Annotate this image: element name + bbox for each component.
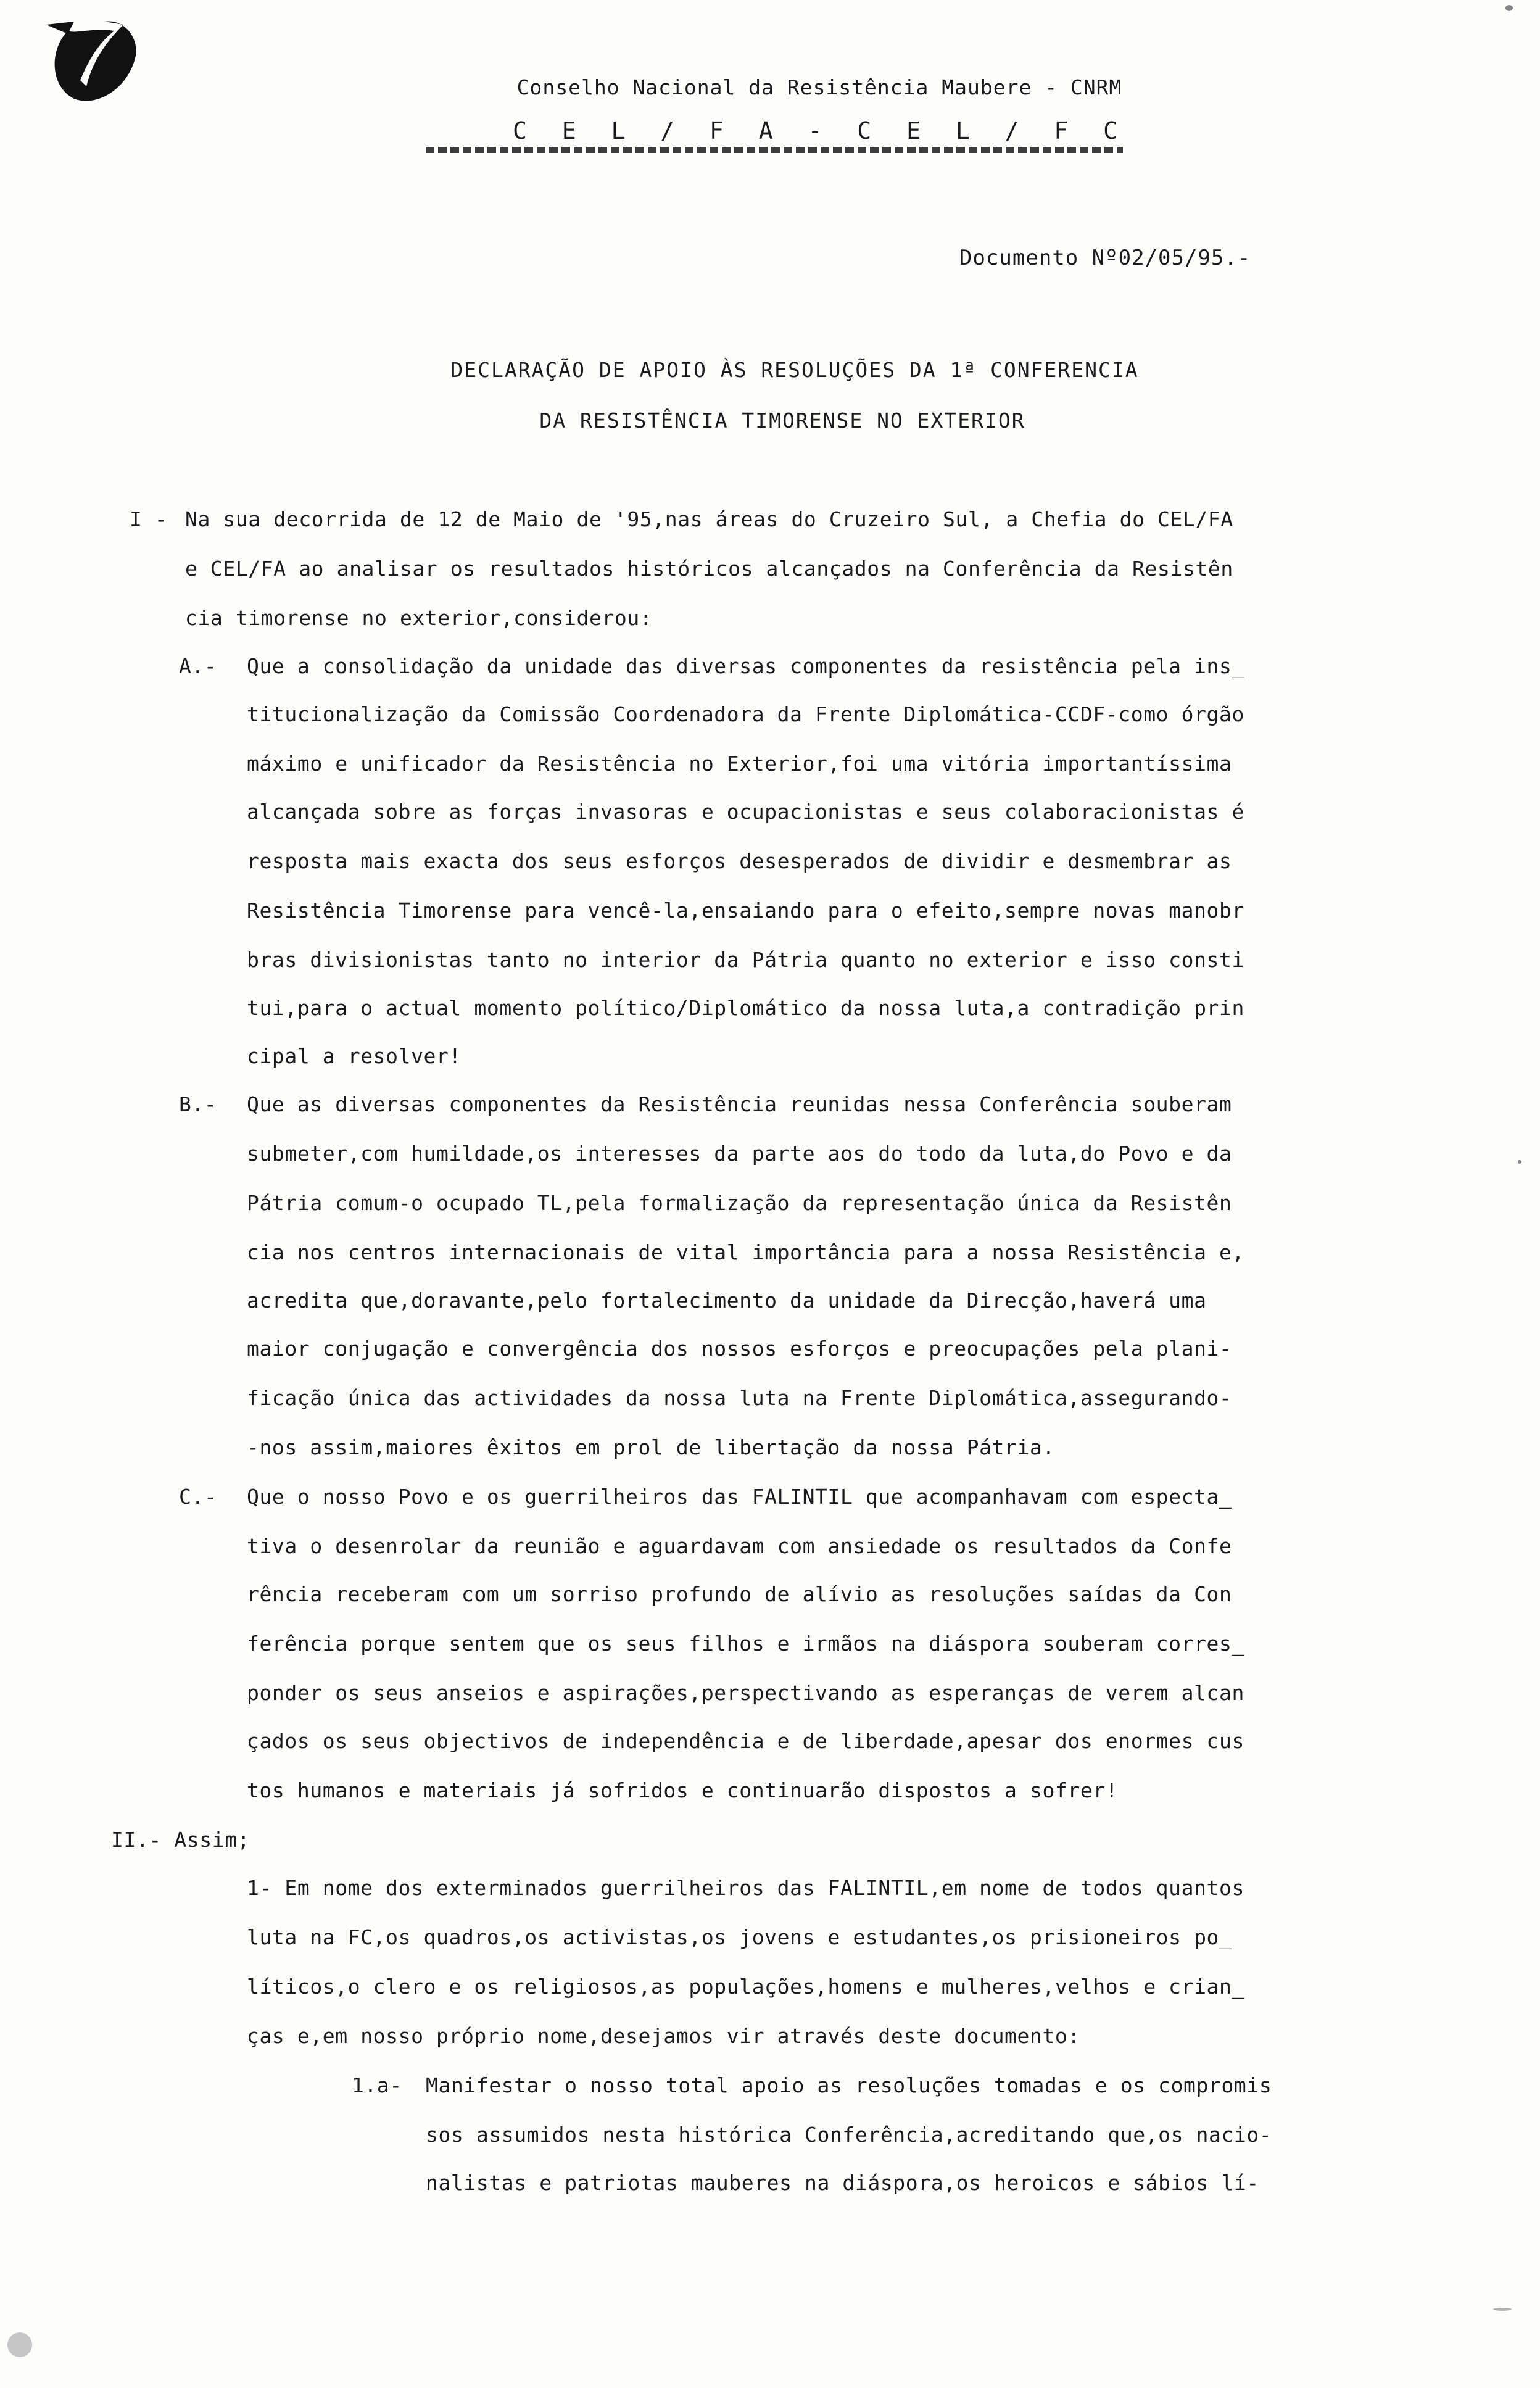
paragraph-line: luta na FC,os quadros,os activistas,os jovens e estudantes,os prisioneiros po_ (247, 1925, 1232, 1949)
paragraph-line: acredita que,doravante,pelo fortalecimento da unidade da Direcção,haverá uma (247, 1288, 1207, 1312)
paragraph-line: rência receberam com um sorriso profundo de alívio as resoluções saídas da Con (247, 1582, 1232, 1606)
organization-units: C E L / F A - C E L / F C (513, 117, 1126, 144)
paragraph-line: cia timorense no exterior,considerou: (185, 606, 653, 630)
section-marker-II: II.- Assim; (111, 1828, 250, 1852)
paragraph-line: nalistas e patriotas mauberes na diáspora,os heroicos e sábios lí- (426, 2171, 1259, 2195)
document-title-line-2: DA RESISTÊNCIA TIMORENSE NO EXTERIOR (539, 408, 1025, 433)
paragraph-line: cipal a resolver! (247, 1044, 462, 1068)
paragraph-line: Pátria comum-o ocupado TL,pela formalização da representação única da Resistên (247, 1191, 1232, 1215)
paragraph-line: ças e,em nosso próprio nome,desejamos vir através deste documento: (247, 2024, 1080, 2048)
paragraph-line: titucionalização da Comissão Coordenadora da Frente Diplomática-CCDF-como órgão (247, 702, 1244, 726)
header-rule (426, 147, 1123, 153)
item-marker-C: C.- (179, 1485, 217, 1509)
paragraph-line: tiva o desenrolar da reunião e aguardavam com ansiedade os resultados da Confe (247, 1534, 1232, 1558)
paragraph-line: tos humanos e materiais já sofridos e continuarão dispostos a sofrer! (247, 1778, 1119, 1802)
document-title-line-1: DECLARAÇÃO DE APOIO ÀS RESOLUÇÕES DA 1ª CONFERENCIA (450, 358, 1139, 382)
paragraph-line: Que as diversas componentes da Resistência reunidas nessa Conferência souberam (247, 1092, 1232, 1116)
paragraph-line: e CEL/FA ao analisar os resultados históricos alcançados na Conferência da Resistên (185, 557, 1233, 581)
paragraph-line: ficação única das actividades da nossa luta na Frente Diplomática,assegurando- (247, 1386, 1232, 1410)
paragraph-line: ponder os seus anseios e aspirações,perspectivando as esperanças de verem alcan (247, 1681, 1244, 1705)
section-marker-I: I - (130, 507, 168, 531)
paragraph-line: líticos,o clero e os religiosos,as populações,homens e mulheres,velhos e crian_ (247, 1975, 1244, 1999)
paragraph-line: sos assumidos nesta histórica Conferência,acreditando que,os nacio- (426, 2123, 1272, 2147)
document-number: Documento Nº02/05/95.- (959, 246, 1251, 270)
item-marker-1a: 1.a- (352, 2073, 402, 2097)
organization-name: Conselho Nacional da Resistência Maubere - CNRM (516, 75, 1122, 99)
scan-speck (1505, 5, 1513, 11)
paragraph-line: -nos assim,maiores êxitos em prol de libertação da nossa Pátria. (247, 1435, 1055, 1459)
paragraph-line: Na sua decorrida de 12 de Maio de '95,nas áreas do Cruzeiro Sul, a Chefia do CEL/FA (185, 507, 1233, 531)
paragraph-line: cia nos centros internacionais de vital importância para a nossa Resistência e, (247, 1240, 1244, 1264)
scan-speck (1518, 1160, 1521, 1164)
paragraph-line: Que o nosso Povo e os guerrilheiros das FALINTIL que acompanhavam com especta_ (247, 1485, 1232, 1509)
scan-speck (7, 2332, 32, 2357)
paragraph-line: alcançada sobre as forças invasoras e ocupacionistas e seus colaboracionistas é (247, 800, 1244, 824)
paragraph-line: Resistência Timorense para vencê-la,ensaiando para o efeito,sempre novas manobr (247, 898, 1244, 922)
paragraph-line: máximo e unificador da Resistência no Exterior,foi uma vitória importantíssima (247, 752, 1232, 776)
paragraph-line: submeter,com humildade,os interesses da parte aos do todo da luta,do Povo e da (247, 1142, 1232, 1166)
item-marker-B: B.- (179, 1092, 217, 1116)
paragraph-line: Manifestar o nosso total apoio as resoluções tomadas e os compromis (426, 2073, 1272, 2097)
paragraph-line: Que a consolidação da unidade das diversas componentes da resistência pela ins_ (247, 654, 1244, 678)
paragraph-line: resposta mais exacta dos seus esforços desesperados de dividir e desmembrar as (247, 849, 1232, 873)
paragraph-line: maior conjugação e convergência dos nossos esforços e preocupações pela plani- (247, 1337, 1232, 1361)
paragraph-line: çados os seus objectivos de independência e de liberdade,apesar dos enormes cus (247, 1729, 1244, 1753)
scan-speck (1493, 2308, 1512, 2311)
item-marker-A: A.- (179, 654, 217, 678)
paragraph-line: 1- Em nome dos exterminados guerrilheiros das FALINTIL,em nome de todos quantos (247, 1876, 1244, 1900)
paragraph-line: ferência porque sentem que os seus filhos e irmãos na diáspora souberam corres_ (247, 1631, 1244, 1656)
paragraph-line: tui,para o actual momento político/Diplomático da nossa luta,a contradição prin (247, 996, 1244, 1020)
paragraph-line: bras divisionistas tanto no interior da Pátria quanto no exterior e isso consti (247, 948, 1244, 972)
